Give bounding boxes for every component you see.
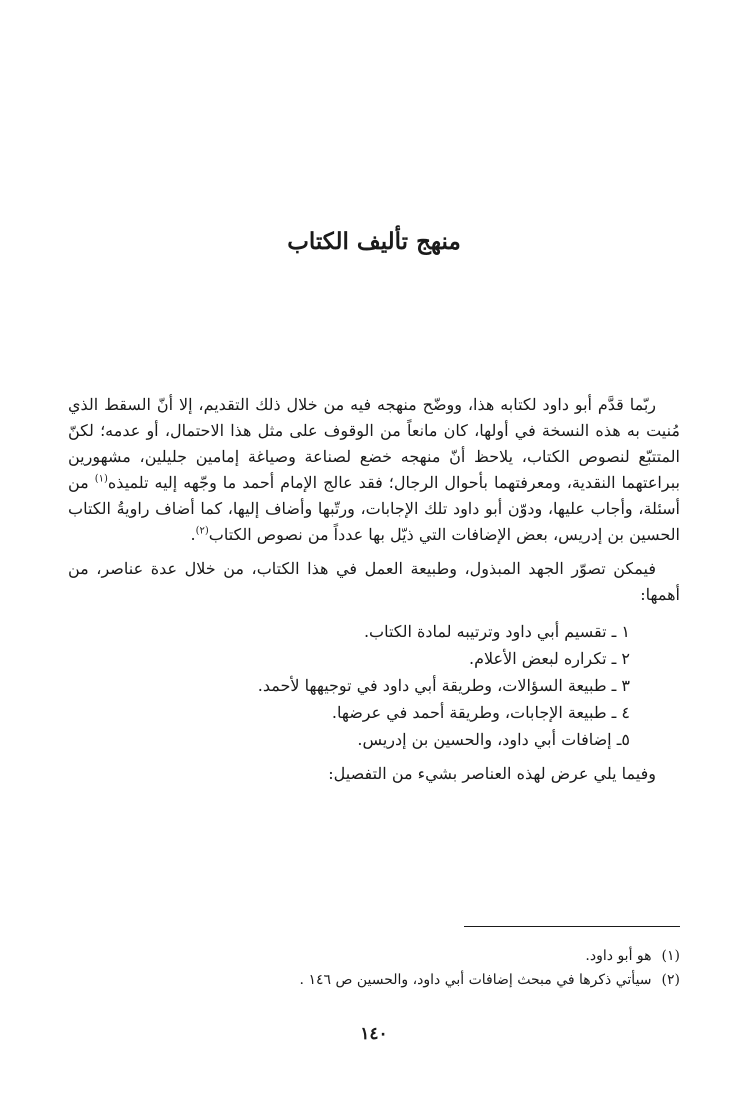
footnote-text: هو أبو داود.: [585, 948, 652, 964]
elements-intro-paragraph: فيمكن تصوّر الجهد المبذول، وطبيعة العمل في هذا الكتاب، من خلال عدة عناصر، من أهمها:: [68, 559, 680, 604]
footnote-ref-1[interactable]: (١): [94, 473, 108, 485]
intro-text-end: .: [190, 525, 196, 544]
list-item: ٥ـ إضافات أبي داود، والحسين بن إدريس.: [357, 730, 630, 749]
footnote-text: سيأتي ذكرها في مبحث إضافات أبي داود، والحسين ص ١٤٦ .: [299, 972, 652, 988]
page-title: منهج تأليف الكتاب: [287, 228, 461, 255]
main-body: [68, 392, 680, 787]
intro-paragraph: [68, 392, 680, 548]
list-item: ٢ ـ تكراره لبعض الأعلام.: [469, 649, 630, 668]
footnote-number: (١): [661, 948, 680, 964]
details-intro-paragraph: وفيما يلي عرض لهذه العناصر بشيء من التفصيل:: [328, 764, 656, 783]
list-item: ١ ـ تقسيم أبي داود وترتيبه لمادة الكتاب.: [363, 622, 630, 641]
footnote-separator: [464, 926, 680, 927]
footnotes-section: [68, 944, 680, 992]
elements-list: [68, 618, 680, 753]
intro-text: ربّما قدَّم أبو داود لكتابه هذا، ووضّح منهجه فيه من خلال ذلك التقديم، إلا أنّ السقط الذي مُنيت به هذه النسخة في أولها، كان مانعاً من الوقوف على مثل هذا الاحتمال، أو عدمه؛ لكنّ المتتبّع لنصوص الكتاب، يلاحظ أنّ منهجه خضع لصناعة وصياغة إمامين جليلين، مشهورين ببراعتهما النقدية، ومعرفتهما بأحوال الرجال؛ فقد عالج الإمام أحمد ما وجّهه إليه تلميذه: [68, 395, 681, 492]
footnote-ref-2[interactable]: (٢): [195, 525, 209, 537]
footnote-number: (٢): [661, 972, 680, 988]
page-number: ١٤٠: [360, 1024, 388, 1044]
footnote-2: [68, 968, 680, 992]
footnote-1: [68, 944, 680, 968]
list-item: ٤ ـ طبيعة الإجابات، وطريقة أحمد في عرضها.: [331, 703, 630, 722]
intro-text-continued: من أسئلة، وأجاب عليها، ودوّن أبو داود تلك الإجابات، ورتّبها وأضاف إليها، كما أضاف راويةُ الكتاب الحسين بن إدريس، بعض الإضافات التي ذيّل بها عدداً من نصوص الكتاب: [68, 473, 680, 544]
list-item: ٣ ـ طبيعة السؤالات، وطريقة أبي داود في توجيهها لأحمد.: [257, 676, 630, 695]
